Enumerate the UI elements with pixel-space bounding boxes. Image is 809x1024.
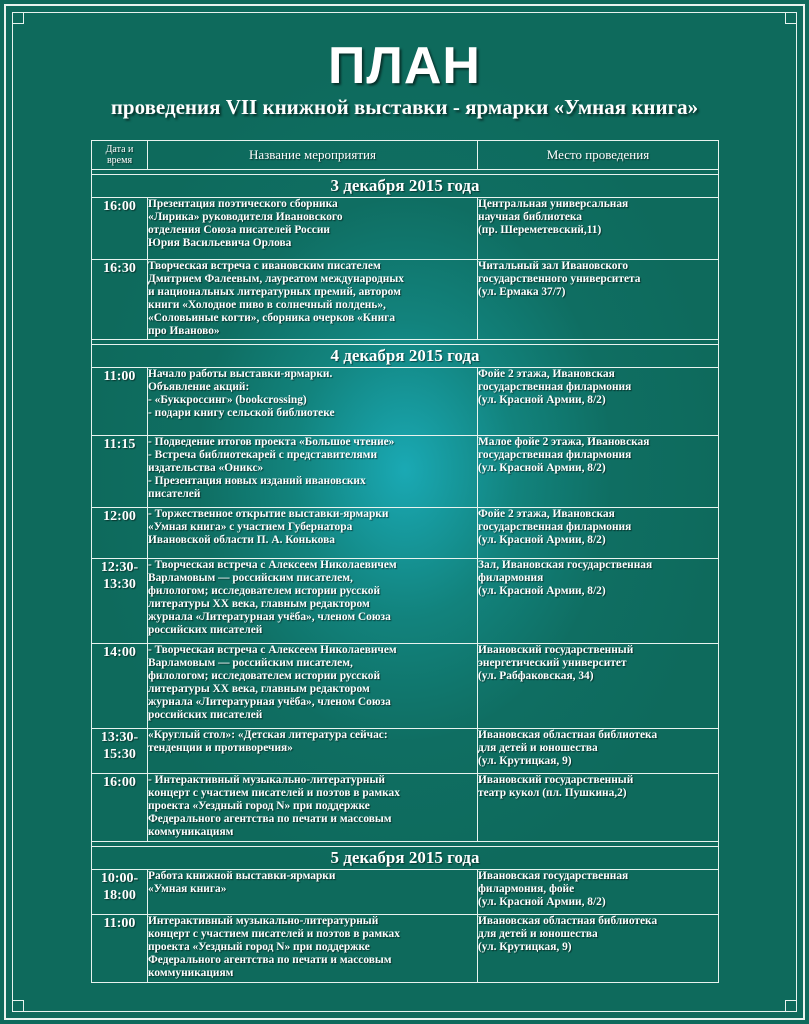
event-description	[148, 559, 478, 644]
venue-line: государственная филармония	[478, 449, 632, 461]
venue-line: Центральная универсальная	[478, 198, 629, 210]
venue-line: научная библиотека	[478, 211, 582, 223]
date-row	[92, 175, 719, 198]
venue-line: энергетический университет	[478, 657, 627, 669]
venue-line: государственного университета	[478, 273, 641, 285]
event-line: российских писателей	[148, 709, 263, 721]
event-line: Презентация поэтического сборника	[148, 198, 338, 210]
venue-line: (ул. Красной Армии, 8/2)	[478, 585, 606, 597]
event-line: - Интерактивный музыкально-литературный	[148, 774, 385, 786]
event-line: «Лирика» руководителя Ивановского	[148, 211, 343, 223]
date-row	[92, 847, 719, 870]
event-time: 16:00	[92, 774, 148, 842]
venue-line: (ул. Красной Армии, 8/2)	[478, 534, 606, 546]
venue-line: для детей и юношества	[478, 742, 598, 754]
event-time: 16:00	[92, 198, 148, 260]
event-time: 11:00	[92, 368, 148, 436]
event-line: коммуникациям	[148, 967, 234, 979]
event-line: - Творческая встреча с Алексеем Николаевичем	[148, 644, 397, 656]
venue-line: филармония	[478, 572, 544, 584]
event-line: - Встреча библиотекарей с представителями	[148, 449, 378, 461]
column-header-event: Название мероприятия	[148, 141, 478, 170]
venue-line: государственная филармония	[478, 521, 632, 533]
venue-line: Ивановский государственный	[478, 644, 634, 656]
event-line: Федерального агентства по печати и массовым	[148, 813, 392, 825]
date-heading: 5 декабря 2015 года	[92, 847, 719, 870]
venue-line: театр кукол (пл. Пушкина,2)	[478, 787, 627, 799]
event-venue	[478, 436, 719, 508]
event-line: филологом; исследователем истории русской	[148, 585, 381, 597]
event-line: литературы XX века, главным редактором	[148, 683, 370, 695]
venue-line: государственная филармония	[478, 381, 632, 393]
event-line: - Презентация новых изданий ивановских	[148, 475, 366, 487]
event-line: Работа книжной выставки-ярмарки	[148, 870, 336, 882]
event-line: Начало работы выставки-ярмарки.	[148, 368, 333, 380]
event-time: 12:00	[92, 508, 148, 559]
event-description	[148, 774, 478, 842]
column-header-time: Дата и время	[92, 141, 148, 170]
event-line: - подари книгу сельской библиотеке	[148, 407, 335, 419]
event-line: Интерактивный музыкально-литературный	[148, 915, 379, 927]
table-row	[92, 774, 719, 842]
event-line: «Круглый стол»: «Детская литература сейчас:	[148, 729, 388, 741]
event-venue	[478, 774, 719, 842]
table-row	[92, 368, 719, 436]
event-line: «Умная книга» с участием Губернатора	[148, 521, 353, 533]
table-row	[92, 198, 719, 260]
venue-line: (пр. Шереметевский,11)	[478, 224, 602, 236]
event-time: 10:00- 18:00	[92, 870, 148, 915]
venue-line: Зал, Ивановская государственная	[478, 559, 653, 571]
event-description	[148, 508, 478, 559]
venue-line: (ул. Крутицкая, 9)	[478, 755, 572, 767]
event-line: Дмитрием Фалеевым, лауреатом международных	[148, 273, 404, 285]
event-time: 11:00	[92, 915, 148, 983]
corner-ornament	[785, 12, 797, 24]
event-venue	[478, 644, 719, 729]
column-header-place: Место проведения	[478, 141, 719, 170]
table-row	[92, 729, 719, 774]
event-description	[148, 729, 478, 774]
event-line: отделения Союза писателей России	[148, 224, 330, 236]
venue-line: Ивановская государственная	[478, 870, 629, 882]
event-time: 13:30- 15:30	[92, 729, 148, 774]
table-row	[92, 260, 719, 340]
venue-line: Ивановская областная библиотека	[478, 729, 658, 741]
table-row	[92, 436, 719, 508]
page-title: ПЛАН	[328, 37, 481, 95]
event-line: - Творческая встреча с Алексеем Николаевичем	[148, 559, 397, 571]
date-heading: 3 декабря 2015 года	[92, 175, 719, 198]
venue-line: (ул. Красной Армии, 8/2)	[478, 394, 606, 406]
event-line: литературы XX века, главным редактором	[148, 598, 370, 610]
table-header-row	[92, 141, 719, 170]
event-venue	[478, 870, 719, 915]
schedule-table	[91, 140, 719, 983]
event-description	[148, 368, 478, 436]
corner-ornament	[12, 12, 24, 24]
event-line: коммуникациям	[148, 826, 234, 838]
event-line: проекта «Уездный город N» при поддержке	[148, 941, 370, 953]
event-time: 16:30	[92, 260, 148, 340]
event-description	[148, 644, 478, 729]
event-venue	[478, 368, 719, 436]
event-line: - «Буккроссинг» (bookcrossing)	[148, 394, 307, 406]
schedule-body	[92, 170, 719, 983]
table-row	[92, 870, 719, 915]
event-line: концерт с участием писателей и поэтов в рамках	[148, 787, 400, 799]
event-line: Объявление акций:	[148, 381, 250, 393]
event-description	[148, 915, 478, 983]
table-row	[92, 915, 719, 983]
venue-line: Фойе 2 этажа, Ивановская	[478, 508, 615, 520]
event-venue	[478, 260, 719, 340]
event-line: журнала «Литературная учёба», членом Союза	[148, 696, 391, 708]
table-row	[92, 559, 719, 644]
venue-line: филармония, фойе	[478, 883, 575, 895]
venue-line: Читальный зал Ивановского	[478, 260, 629, 272]
event-line: про Иваново»	[148, 325, 220, 337]
event-line: российских писателей	[148, 624, 263, 636]
event-line: Варламовым — российским писателем,	[148, 657, 353, 669]
event-line: Творческая встреча с ивановским писателем	[148, 260, 381, 272]
page-subtitle: проведения VII книжной выставки - ярмарки «Умная книга»	[110, 95, 699, 119]
event-venue	[478, 508, 719, 559]
event-line: Ивановской области П. А. Конькова	[148, 534, 335, 546]
event-line: и национальных литературных премий, автором	[148, 286, 401, 298]
venue-line: (ул. Красной Армии, 8/2)	[478, 462, 606, 474]
event-line: - Подведение итогов проекта «Большое чтение»	[148, 436, 395, 448]
event-line: Федерального агентства по печати и массовым	[148, 954, 392, 966]
event-line: «Соловьиные когти», сборника очерков «Книга	[148, 312, 396, 324]
event-venue	[478, 198, 719, 260]
event-line: Юрия Васильевича Орлова	[148, 237, 292, 249]
event-line: «Умная книга»	[148, 883, 227, 895]
event-time: 11:15	[92, 436, 148, 508]
event-venue	[478, 729, 719, 774]
event-venue	[478, 559, 719, 644]
table-row	[92, 644, 719, 729]
event-description	[148, 198, 478, 260]
venue-line: Ивановская областная библиотека	[478, 915, 658, 927]
venue-line: (ул. Крутицкая, 9)	[478, 941, 572, 953]
event-venue	[478, 915, 719, 983]
event-line: тенденции и противоречия»	[148, 742, 293, 754]
event-line: издательства «Оникс»	[148, 462, 264, 474]
event-line: филологом; исследователем истории русской	[148, 670, 381, 682]
corner-ornament	[12, 1000, 24, 1012]
event-line: - Торжественное открытие выставки-ярмарки	[148, 508, 389, 520]
event-line: писателей	[148, 488, 201, 500]
event-description	[148, 260, 478, 340]
event-line: проекта «Уездный город N» при поддержке	[148, 800, 370, 812]
venue-line: (ул. Рабфаковская, 34)	[478, 670, 594, 682]
venue-line: для детей и юношества	[478, 928, 598, 940]
corner-ornament	[785, 1000, 797, 1012]
table-row	[92, 508, 719, 559]
event-description	[148, 870, 478, 915]
venue-line: (ул. Красной Армии, 8/2)	[478, 896, 606, 908]
event-line: журнала «Литературная учёба», членом Союза	[148, 611, 391, 623]
venue-line: Малое фойе 2 этажа, Ивановская	[478, 436, 650, 448]
event-line: Варламовым — российским писателем,	[148, 572, 353, 584]
event-line: концерт с участием писателей и поэтов в рамках	[148, 928, 400, 940]
venue-line: (ул. Ермака 37/7)	[478, 286, 566, 298]
venue-line: Ивановский государственный	[478, 774, 634, 786]
event-time: 12:30- 13:30	[92, 559, 148, 644]
venue-line: Фойе 2 этажа, Ивановская	[478, 368, 615, 380]
event-time: 14:00	[92, 644, 148, 729]
event-line: книги «Холодное пиво в солнечный полдень»,	[148, 299, 386, 311]
date-heading: 4 декабря 2015 года	[92, 345, 719, 368]
event-description	[148, 436, 478, 508]
date-row	[92, 345, 719, 368]
